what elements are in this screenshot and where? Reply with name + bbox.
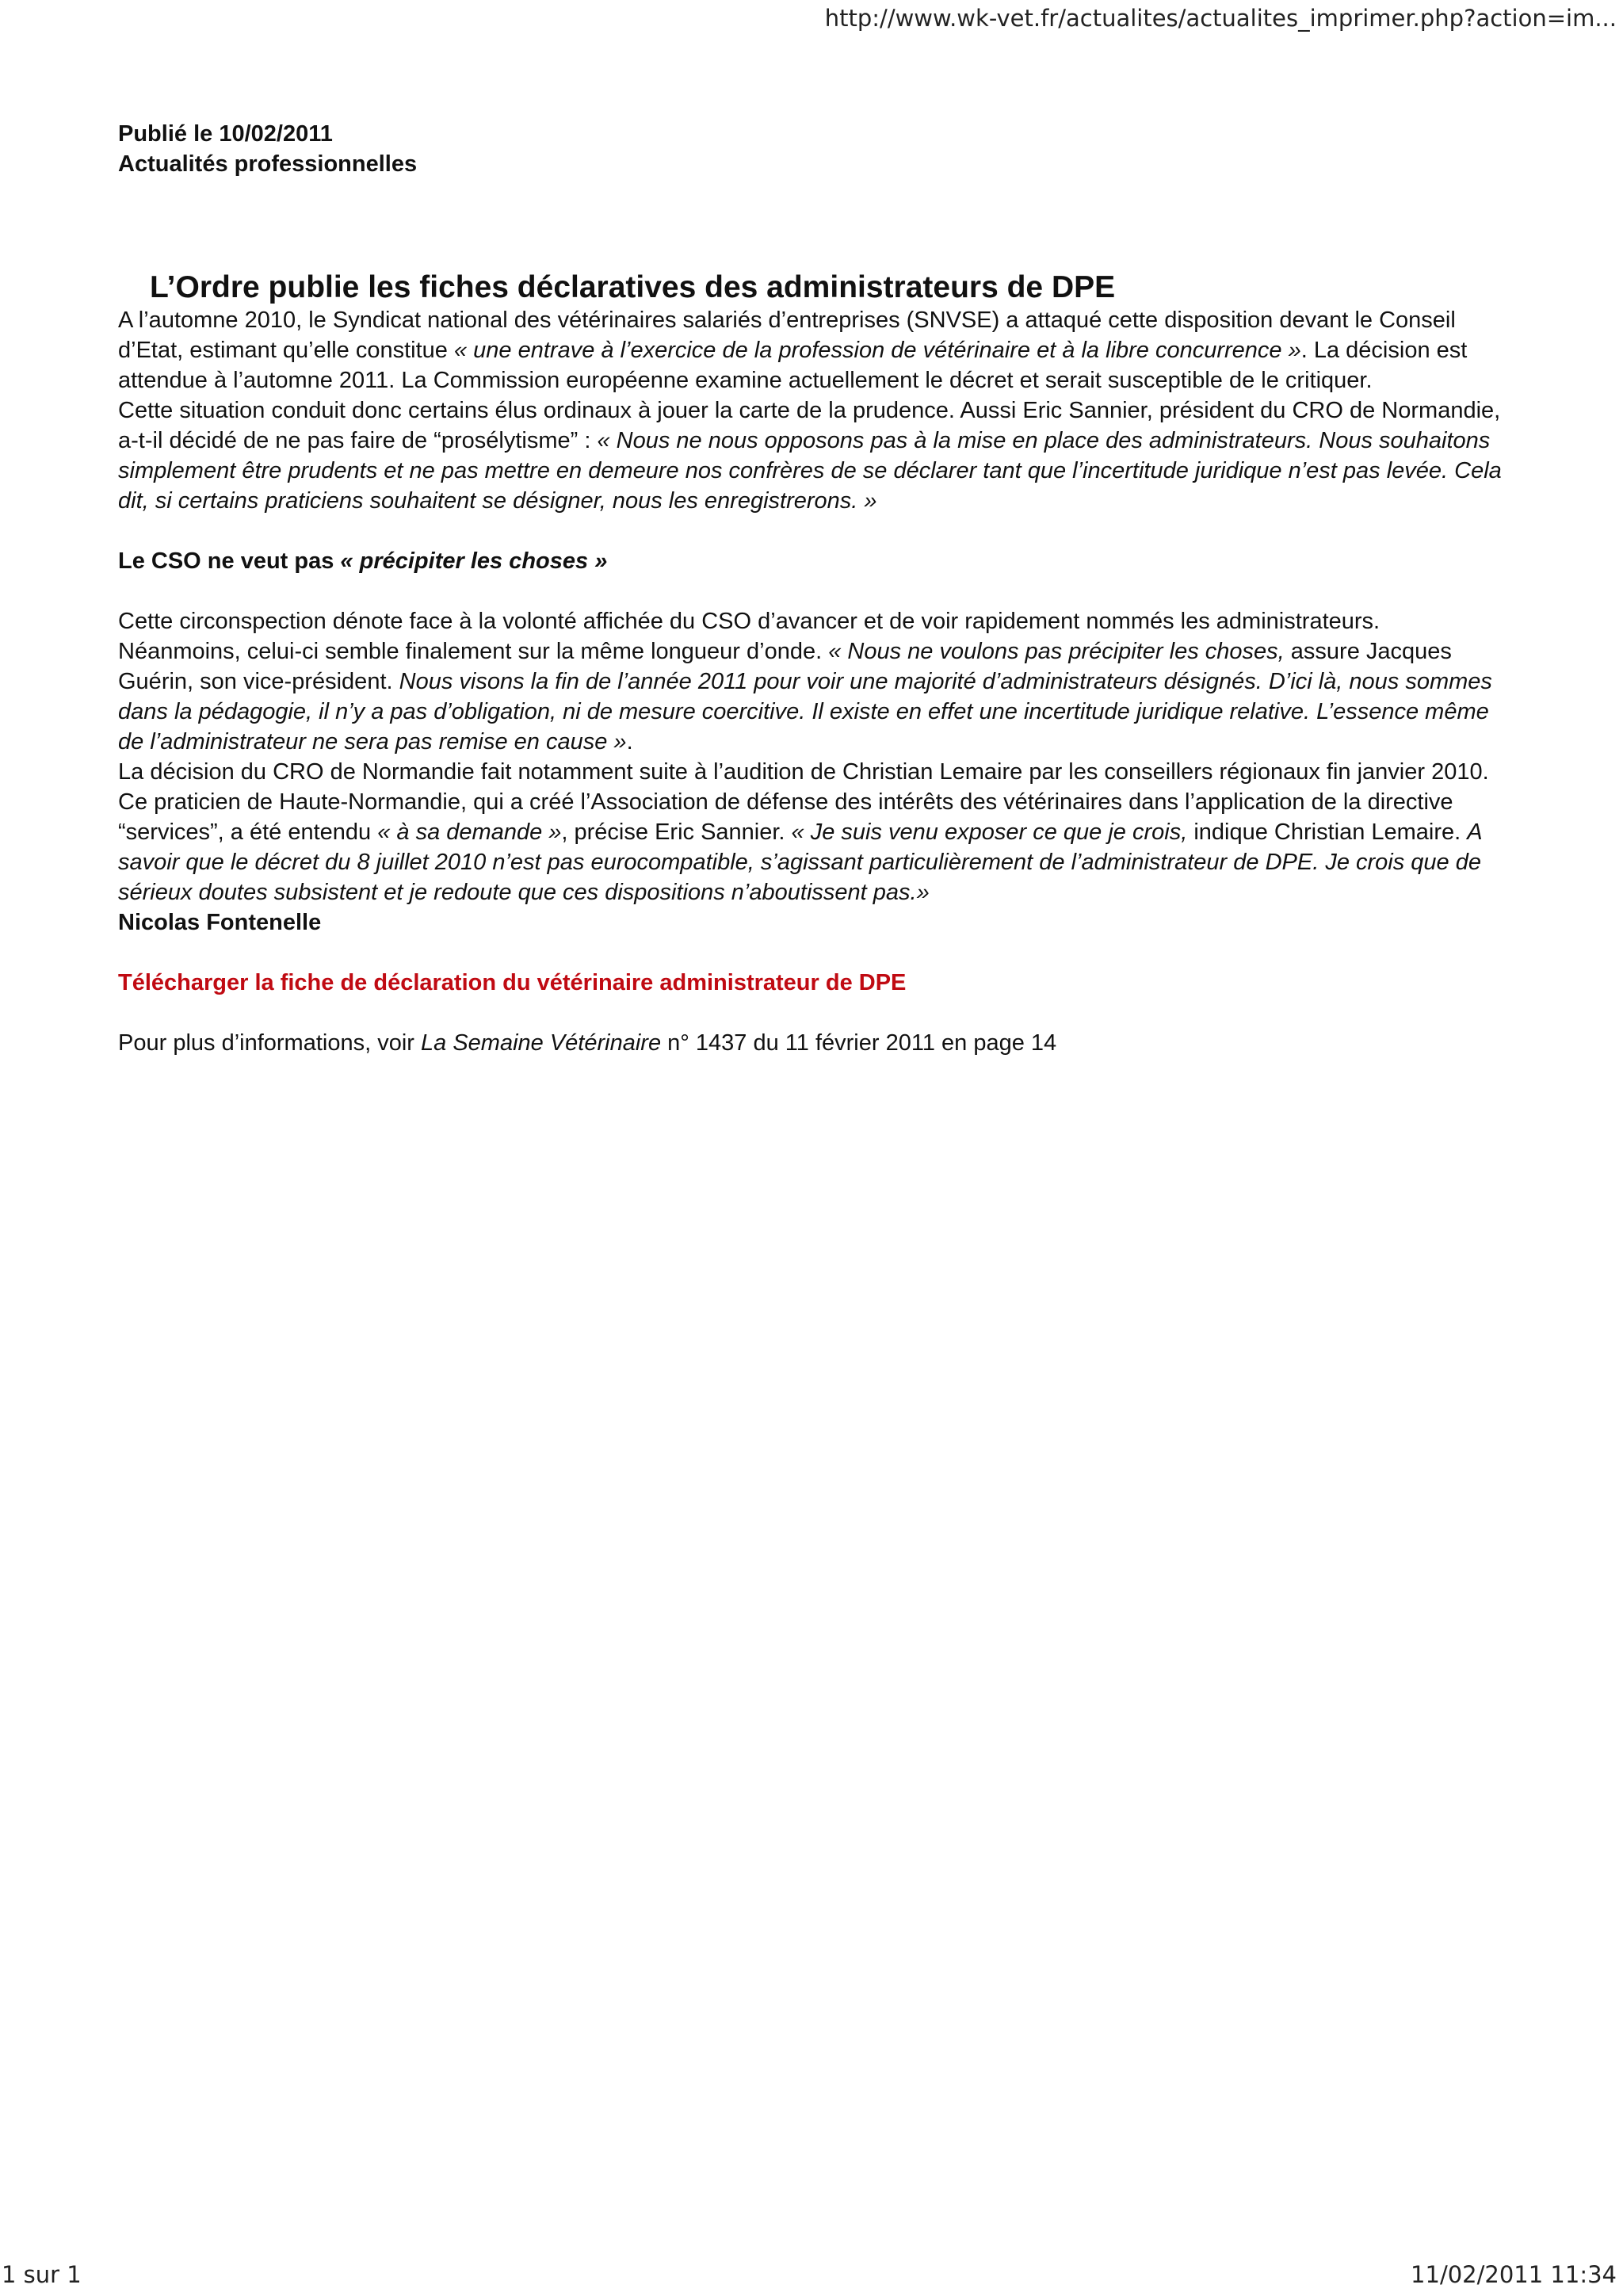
text-run: Cette situation conduit donc certains élus ordinaux à jouer la carte de la prudence. Aussi Eric Sannier, président du CRO de Normandie, a-t-il décidé de ne pas faire de “prosélytisme” :	[118, 398, 1501, 453]
spacer	[118, 998, 1505, 1028]
quote: « Je suis venu exposer ce que je crois,	[791, 819, 1188, 845]
spacer	[118, 516, 1505, 546]
text-run: Cette circonspection dénote face à la volonté affichée du CSO d’avancer et de voir rapidement nommés les administrateurs. Néanmoins, celui-ci semble finalement sur la même longueur d’onde.	[118, 609, 1381, 664]
text-run: .	[626, 729, 633, 755]
text-run: Pour plus d’informations, voir	[118, 1030, 421, 1056]
publication-title: La Semaine Vétérinaire	[421, 1030, 662, 1056]
article-title: L’Ordre publie les fiches déclaratives des administrateurs de DPE	[150, 270, 1116, 304]
text-run: indique Christian Lemaire.	[1187, 819, 1468, 845]
print-url-header: http://www.wk-vet.fr/actualites/actualites_imprimer.php?action=im...	[824, 5, 1617, 32]
spacer	[118, 938, 1505, 968]
text-run: Le CSO ne veut pas	[118, 548, 341, 574]
text-run: n° 1437 du 11 février 2011 en page 14	[661, 1030, 1057, 1056]
paragraph-3	[118, 606, 1505, 757]
paragraph-4	[118, 757, 1505, 907]
quote: « Nous ne voulons pas précipiter les choses,	[828, 639, 1285, 664]
author-name: Nicolas Fontenelle	[118, 910, 322, 935]
page-counter: 1 sur 1	[2, 2261, 82, 2288]
subheading	[118, 546, 1505, 576]
text-run: assure Jacques Guérin, son vice-président.	[118, 639, 1452, 694]
article-body	[118, 305, 1505, 1058]
publish-date: Publié le 10/02/2011	[118, 121, 333, 147]
text-run: La décision du CRO de Normandie fait notamment suite à l’audition de Christian Lemaire par les conseillers régionaux fin janvier 2010. Ce praticien de Haute-Normandie, qui a créé l’Association de défense des intérêts des vétérinaires dans l’application de la directive “services”, a été entendu	[118, 759, 1489, 845]
download-form-link[interactable]: Télécharger la fiche de déclaration du vétérinaire administrateur de DPE	[118, 970, 907, 995]
text-run: , précise Eric Sannier.	[561, 819, 792, 845]
category-label: Actualités professionnelles	[118, 151, 418, 177]
more-info	[118, 1028, 1505, 1058]
quote: A savoir que le décret du 8 juillet 2010 n’est pas eurocompatible, s’agissant particulièrement de l’administrateur de DPE. Je crois que de sérieux doutes subsistent et je redoute que ces dispositions n’aboutissent pas.»	[118, 819, 1482, 905]
print-datetime: 11/02/2011 11:34	[1411, 2261, 1617, 2288]
spacer	[118, 576, 1505, 606]
article-meta	[118, 119, 417, 179]
paragraph-2	[118, 395, 1505, 516]
paragraph-1	[118, 305, 1505, 395]
quote: « une entrave à l’exercice de la profession de vétérinaire et à la libre concurrence »	[453, 338, 1301, 363]
quote: Nous visons la fin de l’année 2011 pour voir une majorité d’administrateurs désignés. D’ici là, nous sommes dans la pédagogie, il n’y a pas d’obligation, ni de mesure coercitive. Il existe en effet une incertitude juridique relative. L’essence même de l’administrateur ne sera pas remise en cause »	[118, 669, 1492, 755]
quote: « à sa demande »	[377, 819, 562, 845]
download-paragraph	[118, 968, 1505, 998]
quote: « précipiter les choses »	[340, 548, 608, 574]
text-run: . La décision est attendue à l’automne 2011. La Commission européenne examine actuellement le décret et serait susceptible de le critiquer.	[118, 338, 1468, 393]
quote: « Nous ne nous opposons pas à la mise en place des administrateurs. Nous souhaitons simplement être prudents et ne pas mettre en demeure nos confrères de se déclarer tant que l’incertitude juridique n’est pas levée. Cela dit, si certains praticiens souhaitent se désigner, nous les enregistrerons. »	[118, 428, 1502, 514]
text-run: A l’automne 2010, le Syndicat national des vétérinaires salariés d’entreprises (SNVSE) a attaqué cette disposition devant le Conseil d’Etat, estimant qu’elle constitue	[118, 308, 1456, 363]
